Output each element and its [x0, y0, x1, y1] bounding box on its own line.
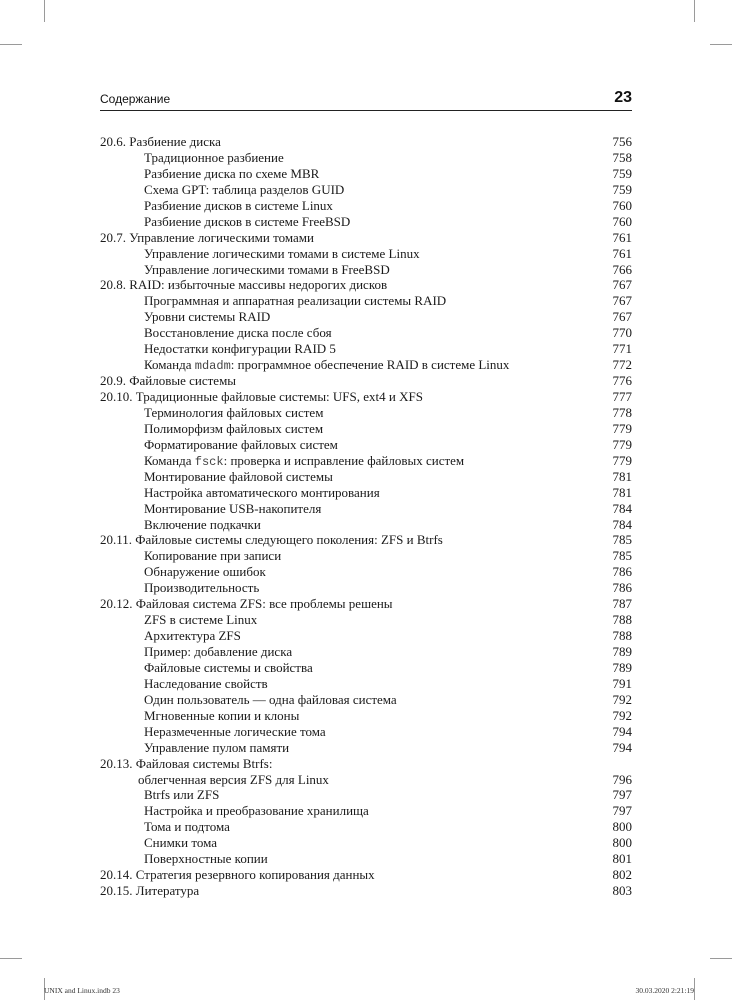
toc-section-entry — [100, 389, 632, 405]
toc-page-number: 760 — [612, 197, 632, 213]
crop-mark — [694, 978, 695, 1000]
toc-page-number: 781 — [612, 484, 632, 500]
toc-entry-title: Поверхностные копии — [144, 851, 268, 867]
toc-entry-title-post: : проверка и исправление файловых систем — [223, 452, 465, 468]
toc-entry-title-pre: Команда — [144, 357, 195, 373]
toc-entry-title: 20.12. Файловая система ZFS: все проблемы решены — [100, 596, 393, 612]
toc-subsection-entry — [100, 341, 632, 357]
toc-section-entry — [100, 883, 632, 899]
toc-entry-title: Включение подкачки — [144, 516, 261, 532]
toc-entry-title: Btrfs или ZFS — [144, 787, 220, 803]
toc-page-number: 772 — [612, 357, 632, 373]
toc-page-number: 760 — [612, 213, 632, 229]
toc-subsection-entry — [100, 182, 632, 198]
toc-page-number: 787 — [612, 596, 632, 612]
toc-entry-title: Разбиение диска по схеме MBR — [144, 165, 320, 181]
toc-subsection-entry — [100, 166, 632, 182]
toc-entry-title: Разбиение дисков в системе Linux — [144, 197, 333, 213]
toc-entry-title: 20.15. Литература — [100, 883, 200, 899]
toc-page-number: 794 — [612, 739, 632, 755]
toc-entry-title: Копирование при записи — [144, 548, 282, 564]
toc-page-number: 779 — [612, 436, 632, 452]
table-of-contents — [100, 134, 632, 899]
page-header — [100, 90, 632, 114]
toc-entry-title: облегченная версия ZFS для Linux — [138, 771, 329, 787]
page-number: 23 — [614, 89, 632, 106]
crop-mark — [710, 44, 732, 45]
toc-entry-title: Пример: добавление диска — [144, 644, 293, 659]
toc-entry-title-post: : программное обеспечение RAID в системе Linux — [230, 357, 510, 373]
header-rule — [100, 110, 632, 111]
running-head: Содержание — [100, 92, 171, 106]
toc-entry-title: Восстановление диска после сбоя — [144, 325, 332, 341]
toc-section-entry — [100, 756, 632, 772]
toc-page-number: 779 — [612, 420, 632, 436]
toc-subsection-entry — [100, 740, 632, 756]
toc-section-entry — [100, 134, 632, 150]
command-name: mdadm — [194, 359, 231, 374]
command-name: fsck — [194, 454, 224, 469]
toc-subsection-entry — [100, 198, 632, 214]
toc-page-number: 788 — [612, 612, 632, 628]
toc-subsection-entry — [100, 708, 632, 724]
toc-page-number: 801 — [612, 851, 632, 867]
toc-section-entry — [100, 277, 632, 293]
toc-entry-title: Производительность — [144, 580, 260, 596]
toc-entry-title: Управление логическими томами в FreeBSD — [144, 261, 390, 277]
toc-entry-title: Управление пулом памяти — [144, 739, 290, 755]
toc-page-number: 797 — [612, 803, 632, 819]
toc-subsection-entry — [100, 644, 632, 660]
toc-section-entry — [100, 230, 632, 246]
toc-subsection-entry — [100, 485, 632, 501]
crop-mark — [694, 0, 695, 22]
crop-mark — [0, 44, 22, 45]
toc-entry-title: Традиционное разбиение — [144, 149, 284, 165]
toc-subsection-entry — [100, 214, 632, 230]
toc-subsection-entry — [100, 819, 632, 835]
toc-entry-title: 20.14. Стратегия резервного копирования данных — [100, 867, 375, 883]
toc-entry-title: Обнаружение ошибок — [144, 564, 266, 580]
toc-page-number: 777 — [612, 389, 632, 404]
toc-subsection-entry — [100, 246, 632, 262]
toc-entry-title: Монтирование USB-накопителя — [144, 500, 322, 516]
toc-entry-title: Уровни системы RAID — [144, 309, 271, 325]
toc-page-number: 792 — [612, 691, 632, 707]
toc-entry-title: Один пользователь — одна файловая система — [144, 691, 397, 707]
toc-subsection-entry — [100, 437, 632, 453]
toc-entry-title: Схема GPT: таблица разделов GUID — [144, 181, 345, 197]
toc-entry-title: 20.6. Разбиение диска — [100, 134, 221, 149]
crop-mark — [44, 0, 45, 22]
toc-page-number: 789 — [612, 644, 632, 659]
toc-subsection-entry — [100, 517, 632, 533]
toc-entry-title: Терминология файловых систем — [144, 404, 324, 420]
toc-section-entry — [100, 532, 632, 548]
toc-page-number: 786 — [612, 564, 632, 580]
toc-entry-title: Программная и аппаратная реализации системы RAID — [144, 293, 447, 309]
toc-page-number: 781 — [612, 468, 632, 484]
toc-page-number: 761 — [612, 229, 632, 245]
toc-entry-title: 20.7. Управление логическими томами — [100, 229, 314, 245]
toc-subsection-entry — [100, 501, 632, 517]
toc-subsection-entry — [100, 150, 632, 166]
toc-entry-title: Архитектура ZFS — [144, 628, 241, 644]
crop-mark — [710, 958, 732, 959]
toc-entry-title: Снимки тома — [144, 835, 218, 851]
toc-page-number: 766 — [612, 261, 632, 277]
toc-page-number: 759 — [612, 165, 632, 181]
toc-entry-title: Файловые системы и свойства — [144, 659, 313, 675]
toc-subsection-entry — [100, 405, 632, 421]
toc-page-number: 784 — [612, 500, 632, 516]
toc-entry-title: Неразмеченные логические тома — [144, 723, 326, 739]
toc-entry-title: 20.10. Традиционные файловые системы: UFS, ext4 и XFS — [100, 389, 423, 404]
toc-page-number: 796 — [612, 771, 632, 787]
toc-entry-title: Мгновенные копии и клоны — [144, 707, 300, 723]
toc-subsection-entry — [100, 660, 632, 676]
toc-subsection-entry — [100, 564, 632, 580]
toc-page-number: 767 — [612, 277, 632, 293]
toc-subsection-entry — [100, 851, 632, 867]
toc-page-number: 779 — [612, 452, 632, 468]
toc-page-number: 767 — [612, 309, 632, 325]
toc-entry-title: Монтирование файловой системы — [144, 468, 333, 484]
toc-subsection-entry — [100, 453, 632, 469]
toc-page-number: 758 — [612, 149, 632, 165]
toc-page-number: 786 — [612, 580, 632, 596]
toc-entry-title: Полиморфизм файловых систем — [144, 420, 324, 436]
toc-entry-title: 20.13. Файловая системы Btrfs: — [100, 755, 273, 771]
toc-page-number: 788 — [612, 628, 632, 644]
toc-entry-title: Разбиение дисков в системе FreeBSD — [144, 213, 351, 229]
toc-page-number: 789 — [612, 659, 632, 675]
toc-page-number: 759 — [612, 181, 632, 197]
toc-page-number: 797 — [612, 787, 632, 803]
toc-page-number: 756 — [612, 134, 632, 149]
toc-subsection-entry — [100, 548, 632, 564]
toc-subsection-entry — [100, 772, 632, 788]
toc-subsection-entry — [100, 325, 632, 341]
toc-entry-title: 20.9. Файловые системы — [100, 373, 237, 389]
toc-entry-title: 20.8. RAID: избыточные массивы недорогих дисков — [100, 277, 388, 293]
toc-page-number: 792 — [612, 707, 632, 723]
toc-subsection-entry — [100, 580, 632, 596]
footer-file: UNIX and Linux.indb 23 — [44, 986, 120, 995]
toc-subsection-entry — [100, 835, 632, 851]
toc-page-number: 767 — [612, 293, 632, 309]
toc-page-number: 803 — [612, 883, 632, 899]
print-footer — [44, 986, 694, 998]
toc-entry-title: Форматирование файловых систем — [144, 436, 338, 452]
toc-subsection-entry — [100, 787, 632, 803]
toc-subsection-entry — [100, 421, 632, 437]
toc-entry-title: 20.11. Файловые системы следующего поколения: ZFS и Btrfs — [100, 532, 443, 548]
toc-entry-title: Управление логическими томами в системе Linux — [144, 245, 420, 261]
toc-subsection-entry — [100, 309, 632, 325]
toc-entry-title-pre: Команда — [144, 452, 195, 468]
toc-section-entry — [100, 373, 632, 389]
toc-page-number: 778 — [612, 404, 632, 420]
toc-subsection-entry — [100, 628, 632, 644]
toc-entry-title: Настройка и преобразование хранилища — [144, 803, 369, 819]
toc-entry-title: Настройка автоматического монтирования — [144, 484, 380, 500]
toc-entry-title: Недостатки конфигурации RAID 5 — [144, 341, 336, 357]
toc-page-number: 800 — [612, 819, 632, 835]
toc-page-number: 761 — [612, 245, 632, 261]
toc-subsection-entry — [100, 724, 632, 740]
toc-section-entry — [100, 596, 632, 612]
toc-page-number: 800 — [612, 835, 632, 851]
crop-mark — [0, 958, 22, 959]
toc-entry-title: ZFS в системе Linux — [144, 612, 258, 628]
toc-page-number: 794 — [612, 723, 632, 739]
toc-subsection-entry — [100, 692, 632, 708]
toc-page-number: 785 — [612, 532, 632, 548]
toc-entry-title: Наследование свойств — [144, 675, 268, 691]
toc-subsection-entry — [100, 293, 632, 309]
toc-page-number: 784 — [612, 516, 632, 532]
toc-entry-title: Тома и подтома — [144, 819, 230, 835]
toc-subsection-entry — [100, 262, 632, 278]
toc-page-number: 776 — [612, 373, 632, 389]
toc-subsection-entry — [100, 357, 632, 373]
toc-page-number: 791 — [612, 675, 632, 691]
toc-subsection-entry — [100, 469, 632, 485]
toc-page-number: 771 — [612, 341, 632, 357]
toc-page-number: 802 — [612, 867, 632, 883]
toc-subsection-entry — [100, 676, 632, 692]
toc-subsection-entry — [100, 612, 632, 628]
toc-page-number: 770 — [612, 325, 632, 341]
footer-timestamp: 30.03.2020 2:21:19 — [635, 986, 694, 995]
toc-section-entry — [100, 867, 632, 883]
toc-page-number: 785 — [612, 548, 632, 564]
toc-subsection-entry — [100, 803, 632, 819]
